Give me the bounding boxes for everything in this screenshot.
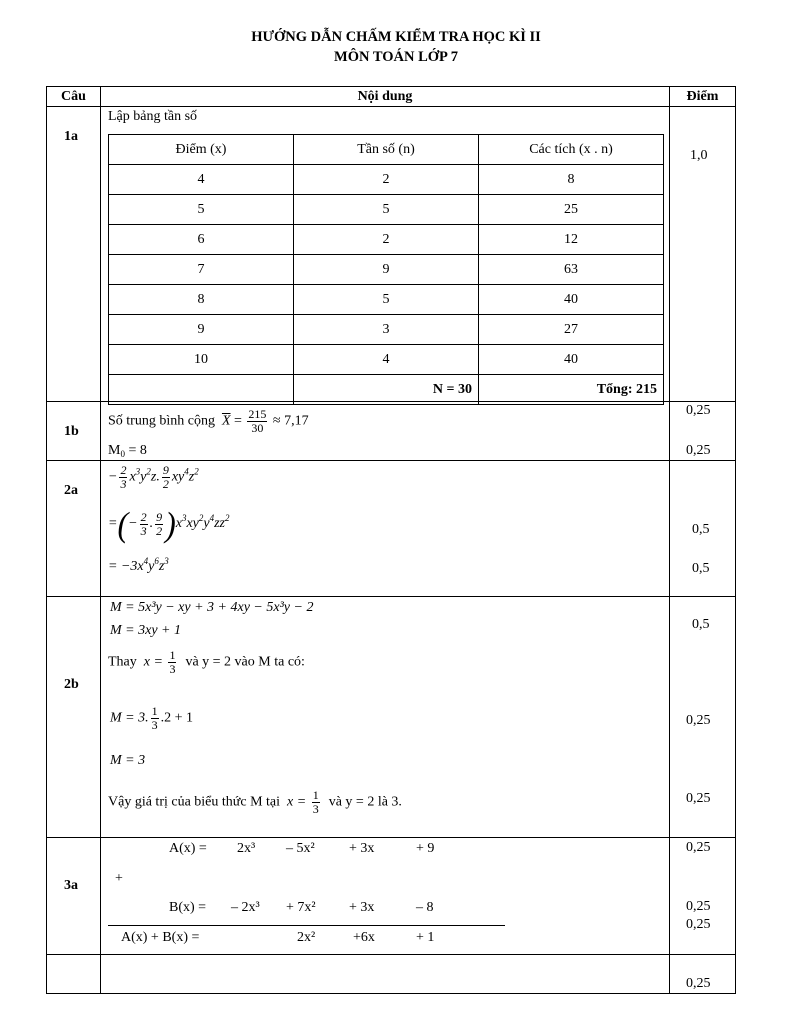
question-1a-label: 1a <box>47 107 101 402</box>
sum-term: 2x² <box>297 930 316 945</box>
header-question: Câu <box>47 87 101 107</box>
header-score: Điểm <box>670 87 736 107</box>
grading-table <box>46 86 736 994</box>
content-2a <box>101 461 670 597</box>
question-last-label <box>47 955 101 994</box>
mean-line: Số trung bình cộng $\overline{X}$ = $\frac{215}{30}$ ≈ 7,17 <box>108 407 309 435</box>
expr-line-3: = $-3x^4y^6z^3$ <box>108 556 169 574</box>
table-row: 8 5 40 <box>109 285 664 315</box>
table-row: 6 2 12 <box>109 225 664 255</box>
table-row: 10 4 40 <box>109 345 664 375</box>
poly-a-term: 2x³ <box>237 841 256 856</box>
table-row: 7 9 63 <box>109 255 664 285</box>
mode-line: $M_0 = 8$ <box>108 443 147 459</box>
expr-m-2: M = 3xy + 1 <box>110 623 181 638</box>
content-1b <box>101 402 670 461</box>
total-n: N = 30 <box>294 375 479 405</box>
row-1b <box>47 402 736 461</box>
poly-a-term: + 9 <box>416 841 435 856</box>
score-2b: 0,5 0,25 0,25 <box>670 597 736 838</box>
question-3a-label: 3a <box>47 838 101 955</box>
content-2b <box>101 597 670 838</box>
score-3a: 0,25 0,25 0,25 <box>670 838 736 955</box>
poly-a-label: A(x) = <box>169 841 207 856</box>
sum-divider <box>108 925 505 926</box>
header-content: Nội dung <box>101 87 670 107</box>
row-1a <box>47 107 736 402</box>
row-last <box>47 955 736 994</box>
freq-header-n: Tần số (n) <box>294 135 479 165</box>
sum-label: A(x) + B(x) = <box>121 930 200 945</box>
expr-line-1: − $\frac{2}{3}$ $x^3y^2z$. $\frac{9}{2}$ $xy^4z^2$ <box>108 463 199 491</box>
question-2b-label: 2b <box>47 597 101 838</box>
table-row: 4 2 8 <box>109 165 664 195</box>
poly-b-term: + 3x <box>349 900 375 915</box>
expr-m-1: M = 5x³y − xy + 3 + 4xy − 5x³y − 2 <box>110 600 314 615</box>
title-line-2: MÔN TOÁN LỚP 7 <box>334 49 458 65</box>
question-2a-label: 2a <box>47 461 101 597</box>
expr-line-2: =(− $\frac{2}{3}$ . $\frac{9}{2}$ )$x^3xy^2y^4zz^2$ <box>108 504 230 544</box>
expr-m-3: M = 3. $\frac{1}{3}$ .2 + 1 <box>110 704 194 732</box>
poly-b-term: + 7x² <box>286 900 316 915</box>
plus-sign: + <box>115 871 123 886</box>
content-last <box>101 955 670 994</box>
intro-text: Lập bảng tần số <box>108 109 198 124</box>
poly-a-term: + 3x <box>349 841 375 856</box>
score-1b: 0,25 0,25 <box>670 402 736 461</box>
score-1a: 1,0 <box>670 107 736 402</box>
score-last: 0,25 <box>670 955 736 994</box>
freq-header-row <box>109 135 664 165</box>
question-1b-label: 1b <box>47 402 101 461</box>
conclusion-line: Vậy giá trị của biểu thức M tại x = $\frac{1}{3}$ và y = 2 là 3. <box>108 788 402 816</box>
expr-m-result: M = 3 <box>110 753 146 768</box>
row-2b <box>47 597 736 838</box>
frequency-table <box>108 134 664 405</box>
content-3a <box>101 838 670 955</box>
poly-b-term: – 2x³ <box>231 900 260 915</box>
substitute-line: Thay x = $\frac{1}{3}$ và y = 2 vào M ta có: <box>108 648 305 676</box>
table-row: 9 3 27 <box>109 315 664 345</box>
sum-term: +6x <box>353 930 375 945</box>
header-row <box>47 87 736 107</box>
poly-b-term: – 8 <box>416 900 434 915</box>
freq-header-x: Điểm (x) <box>109 135 294 165</box>
title-line-1: HƯỚNG DẪN CHẤM KIỂM TRA HỌC KÌ II <box>251 29 541 45</box>
sum-term: + 1 <box>416 930 435 945</box>
poly-b-label: B(x) = <box>169 900 207 915</box>
score-2a: 0,5 0,5 <box>670 461 736 597</box>
row-2a <box>47 461 736 597</box>
table-row: 5 5 25 <box>109 195 664 225</box>
content-1a <box>101 107 670 402</box>
total-sum: Tổng: 215 <box>479 375 664 405</box>
row-3a <box>47 838 736 955</box>
poly-a-term: – 5x² <box>286 841 315 856</box>
freq-header-xn: Các tích (x . n) <box>479 135 664 165</box>
freq-total-row <box>109 375 664 405</box>
